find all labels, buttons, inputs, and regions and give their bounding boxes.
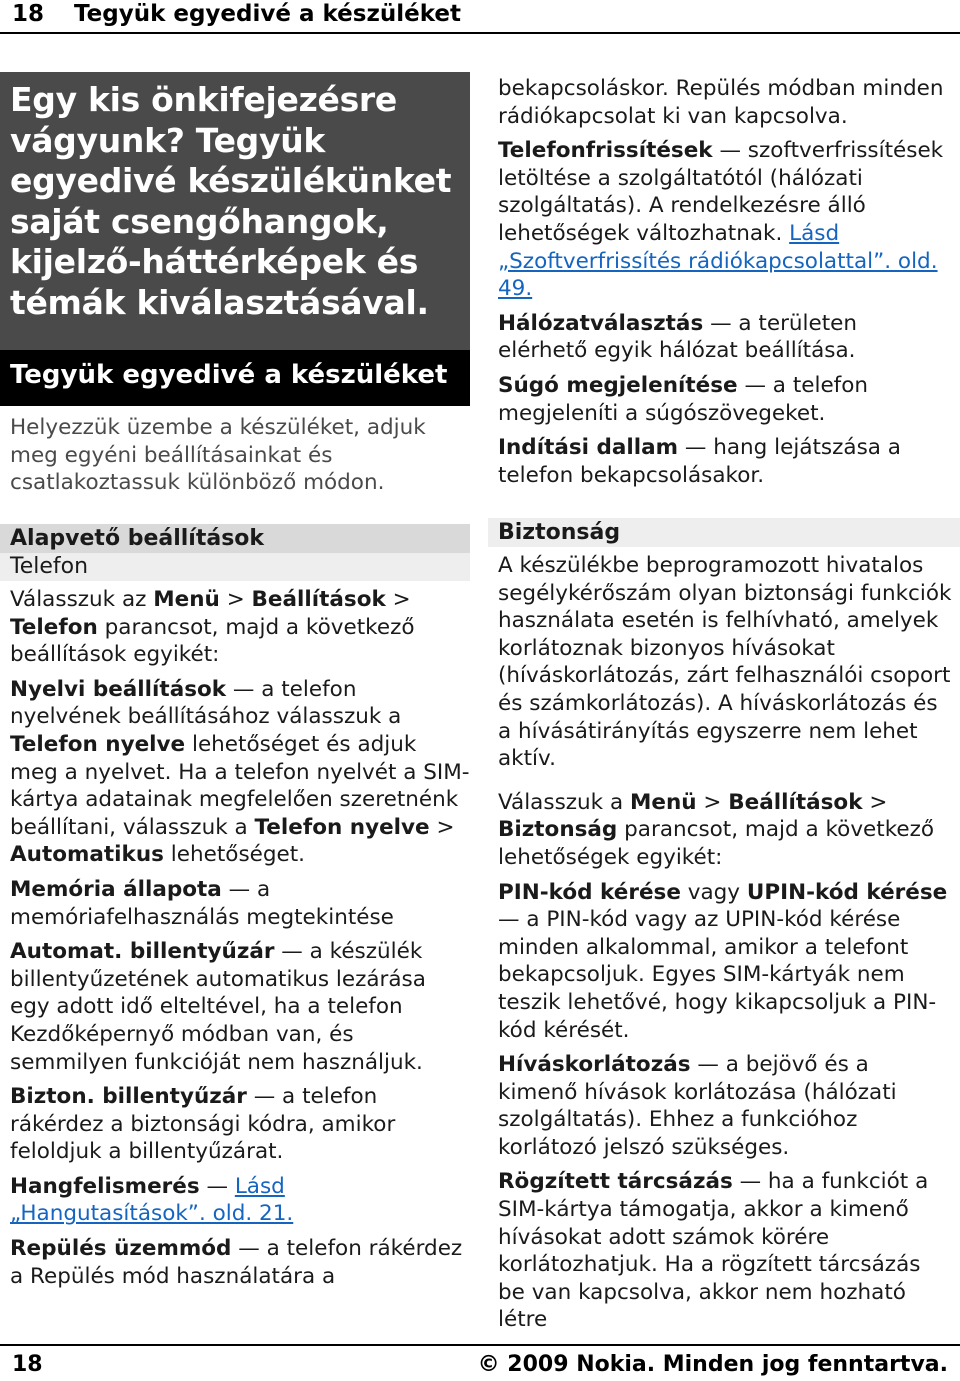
call-barring-term: Híváskorlátozás (498, 1052, 691, 1078)
call-barring-item (498, 1051, 953, 1161)
chapter-lead: Helyezzük üzembe a készüléket, adjuk meg egyéni beállításainkat és csatlakoztassuk különböző módon. (10, 415, 426, 496)
text: parancsot, majd a következő beállítások egyikét: (10, 614, 415, 668)
fixed-dialing-item (498, 1168, 953, 1334)
security-term: Biztonság (498, 817, 618, 843)
fixed-dialing-term: Rögzített tárcsázás (498, 1169, 733, 1195)
phone-intro (10, 586, 470, 669)
text: vagy (680, 879, 747, 905)
text: — a PIN-kód vagy az UPIN-kód kérése minden alkalommal, amikor a telefont bekapcsoljuk. Egyes SIM-kártyák nem teszik lehetővé, hogy kikapcsoljuk a PIN-kód kérését. (498, 907, 937, 1043)
separator: > (219, 587, 252, 612)
footer-page-number: 18 (12, 1352, 43, 1377)
separator: > (385, 587, 411, 612)
subsection-title-phone: Telefon (10, 554, 89, 579)
chapter-lead-block (10, 414, 460, 497)
settings-term: Beállítások (251, 587, 386, 612)
updates-item (498, 137, 953, 303)
help-item (498, 372, 953, 427)
text: — a telefon nyelvének beállításához válasszuk a (10, 676, 402, 730)
phone-term: Telefon (10, 614, 98, 640)
header-title: Tegyük egyedivé a készüléket (74, 1, 461, 27)
updates-term: Telefonfrissítések (498, 138, 713, 164)
network-item (498, 310, 953, 365)
text: lehetőséget és adjuk meg a nyelvet. Ha a telefon nyelvét a SIM-kártya adatainak megfelelően szeretnénk beállítani, válasszuk a (10, 731, 470, 840)
chapter-title: Tegyük egyedivé a készüléket (10, 360, 448, 390)
pin-request-term: PIN-kód kérése (498, 879, 681, 905)
software-update-link[interactable]: Lásd „Szoftverfrissítés rádiókapcsolattal”. old. 49. (498, 220, 938, 302)
text: — a telefon rákérdez a biztonsági kódra, amikor feloldjuk a billentyűzárat. (10, 1084, 396, 1165)
footer-copyright: © 2009 Nokia. Minden jog fenntartva. (477, 1352, 948, 1377)
page-header (0, 0, 960, 34)
section-title-basic: Alapvető beállítások (10, 526, 265, 551)
voice-recognition-item (10, 1173, 470, 1228)
language-item (10, 676, 470, 869)
flight-mode-term: Repülés üzemmód (10, 1236, 232, 1262)
subsection-bar-phone (0, 553, 470, 581)
text: Válasszuk a (498, 789, 630, 815)
flight-mode-item (10, 1235, 470, 1290)
security-lock-term: Bizton. billentyűzár (10, 1084, 247, 1110)
separator: > (429, 814, 455, 840)
text: — a telefon megjeleníti a súgószövegeket. (498, 372, 869, 426)
phone-language-option: Telefon nyelve (254, 814, 430, 840)
flight-mode-continuation: bekapcsoláskor. Repülés módban minden rádiókapcsolat ki van kapcsolva. (498, 76, 944, 129)
phone-language-option: Telefon nyelve (10, 731, 186, 757)
voice-commands-link[interactable]: Lásd „Hangutasítások”. old. 21. (10, 1173, 294, 1227)
separator: > (862, 789, 888, 815)
page-footer (0, 1344, 960, 1381)
text: — a készülék billentyűzetének automatikus lezárása egy adott idő elteltével, ha a telefon Kezdőképernyő módban van, és semmilyen funkcióját nem használjuk. (10, 939, 426, 1075)
section-bar-security (488, 518, 960, 547)
text: parancsot, majd a következő lehetőségek egyikét: (498, 817, 935, 870)
help-term: Súgó megjelenítése (498, 372, 738, 398)
text: — ha a funkciót a SIM-kártya támogatja, akkor a kimenő hívásokat adott számok körére korlátozhatjuk. Ha a rögzített tárcsázás be van kapcsolva, akkor nem hozható létre (498, 1169, 929, 1333)
autolock-term: Automat. billentyűzár (10, 939, 275, 965)
startup-tone-term: Indítási dallam (498, 435, 679, 461)
security-intro (498, 789, 953, 872)
text: — szoftverfrissítések letöltése a szolgáltatótól (hálózati szolgáltatás). A rendelkezésre álló lehetőségek változhatnak. (498, 138, 944, 246)
chapter-title-bar (0, 350, 470, 406)
left-column (10, 586, 470, 1290)
text: Válasszuk az (10, 587, 154, 612)
network-term: Hálózatválasztás (498, 310, 704, 336)
text: lehetőséget. (163, 842, 306, 868)
upin-request-term: UPIN-kód kérése (746, 879, 948, 905)
settings-term: Beállítások (728, 789, 863, 815)
text: — a területen elérhető egyik hálózat beállítása. (498, 310, 858, 364)
security-paragraph: A készülékbe beprogramozott hivatalos segélykérőszám olyan biztonsági funkciók használata esetén is felhívható, amelyek korlátoznak bizonyos hívásokat (híváskorlátozás, zárt felhasználói csoport és számkorlátozás). A híváskorlátozás és a hívásátirányítás egyszerre nem lehet aktív. (498, 553, 952, 772)
menu-term: Menü (153, 587, 220, 612)
menu-term: Menü (629, 789, 697, 815)
section-title-security: Biztonság (498, 520, 621, 545)
security-lock-item (10, 1083, 470, 1166)
autolock-item (10, 938, 470, 1076)
section-bar-basic (0, 524, 470, 553)
separator: > (696, 789, 729, 815)
text: — hang lejátszása a telefon bekapcsolásakor. (498, 435, 901, 488)
right-column-top (498, 75, 953, 489)
memory-term: Memória állapota (10, 876, 222, 902)
language-term: Nyelvi beállítások (10, 676, 227, 702)
automatic-option: Automatikus (10, 842, 164, 868)
memory-item (10, 876, 470, 931)
text: — a telefon rákérdez a Repülés mód használatára a (10, 1236, 463, 1289)
intro-box (0, 72, 470, 350)
text: — a bejövő és a kimenő hívások korlátozása (hálózati szolgáltatás). Ehhez a funkcióhoz korlátozó jelszó szükséges. (498, 1052, 897, 1160)
header-page-number: 18 (12, 1, 45, 27)
startup-tone-item (498, 434, 953, 489)
right-column-security (498, 552, 953, 1334)
voice-recognition-term: Hangfelismerés (10, 1173, 200, 1199)
text: — a memóriafelhasználás megtekintése (10, 876, 394, 930)
intro-text: Egy kis önkifejezésre vágyunk? Tegyük egyedivé készülékünket saját csengőhangok, kijelző-háttérképek és témák kiválasztásával. (10, 80, 452, 322)
pin-request-item (498, 879, 953, 1045)
separator: — (199, 1173, 235, 1199)
